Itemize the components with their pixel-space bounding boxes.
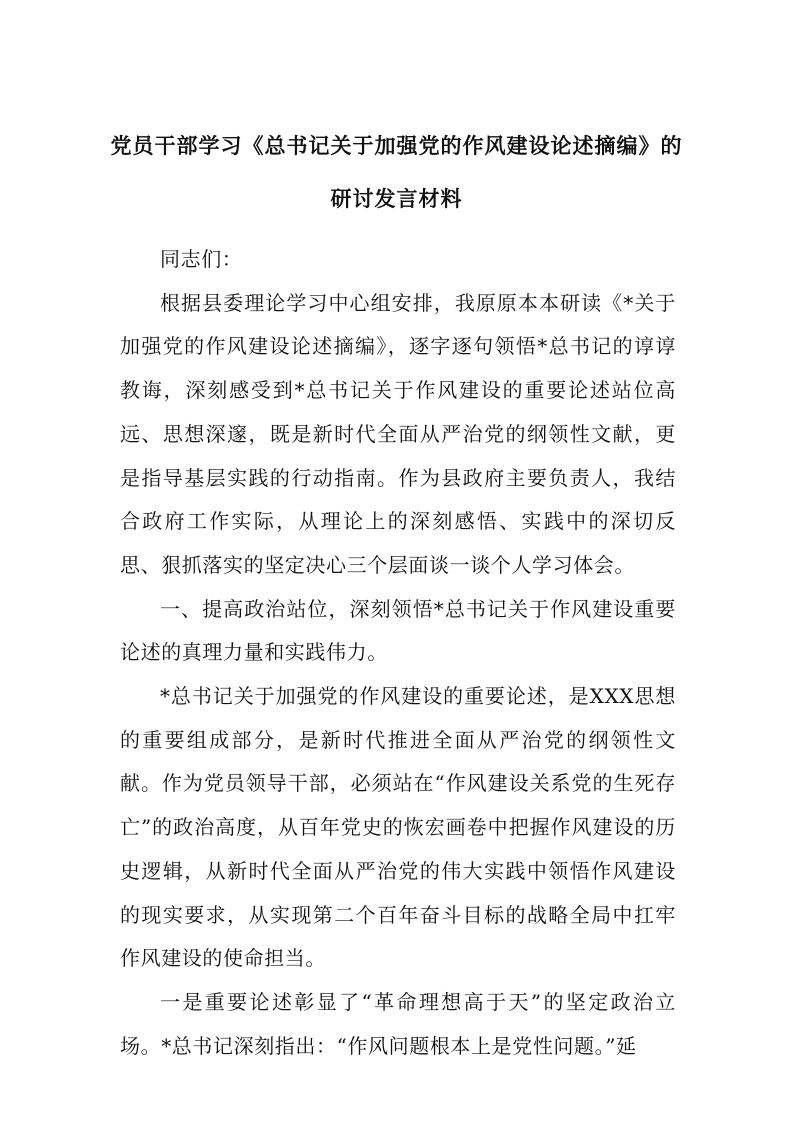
section-heading-1: 一、提高政治站位，深刻领悟*总书记关于作风建设重要论述的真理力量和实践伟力。 xyxy=(120,596,676,665)
salutation-paragraph: 同志们： xyxy=(160,247,243,271)
body-paragraph: *总书记关于加强党的作风建设的重要论述，是XXX思想的重要组成部分，是新时代推进全面从严治党的纲领性文献。作为党员领导干部，必须站在“作风建设关系党的生死存亡”的政治高度，从百年党史的恢宏画卷中把握作风建设的历史逻辑，从新时代全面从严治党的伟大实践中领悟作风建设的现实要求，从实现第二个百年奋斗目标的战略全局中扛牢作风建设的使命担当。 xyxy=(120,684,676,971)
document-body xyxy=(120,238,676,1068)
body-paragraph: 一是重要论述彰显了“革命理想高于天”的坚定政治立场。*总书记深刻指出：“作风问题根本上是党性问题。”延 xyxy=(120,989,676,1058)
document-title-line-2: 研讨发言材料 xyxy=(330,186,463,211)
document-title-line-1: 党员干部学习《总书记关于加强党的作风建设论述摘编》的 xyxy=(110,133,683,158)
intro-paragraph: 根据县委理论学习中心组安排，我原原本本研读《*关于加强党的作风建设论述摘编》，逐字逐句领悟*总书记的谆谆教诲，深刻感受到*总书记关于作风建设的重要论述站位高远、思想深邃，既是新时代全面从严治党的纲领性文献，更是指导基层实践的行动指南。作为县政府主要负责人，我结合政府工作实际，从理论上的深刻感悟、实践中的深切反思、狠抓落实的坚定决心三个层面谈一谈个人学习体会。 xyxy=(120,290,676,577)
